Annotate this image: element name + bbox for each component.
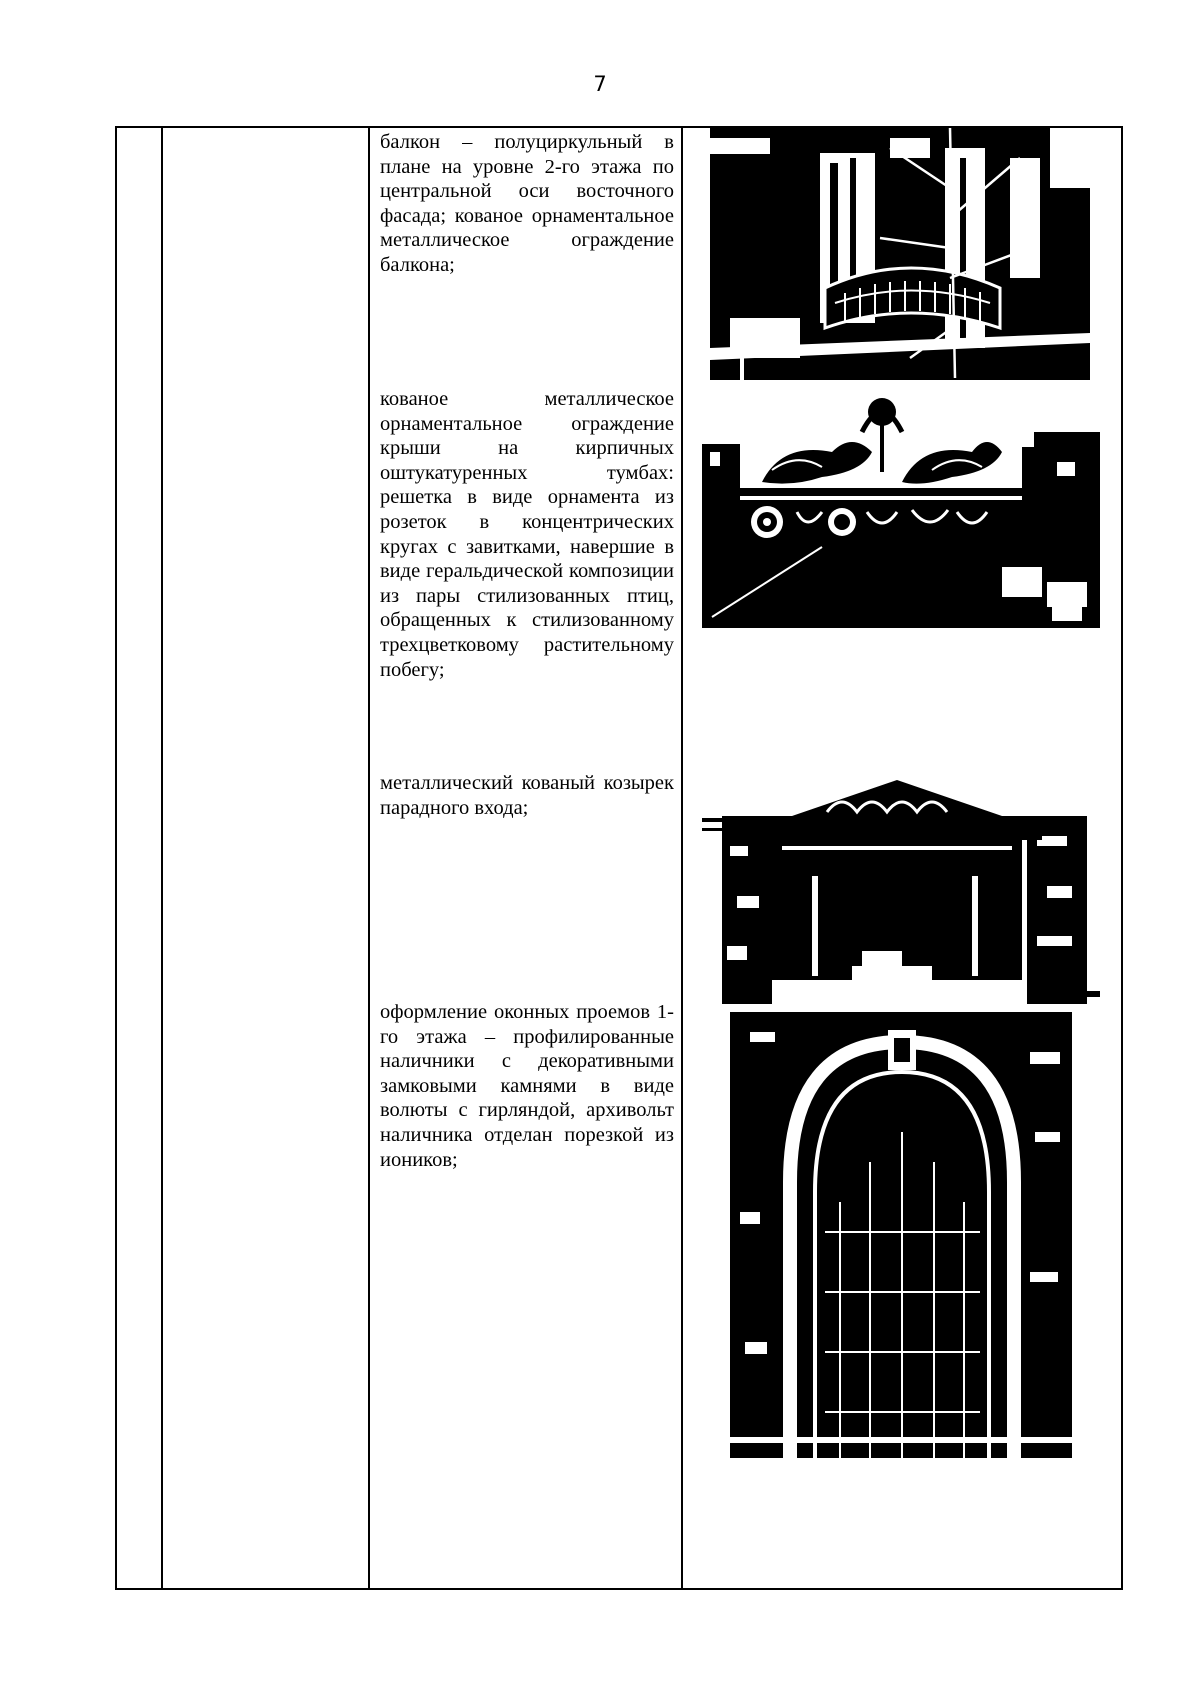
roof-railing-photo: [702, 392, 1100, 628]
entry-entrance-canopy-text: металлический кованый козырек парадного входа;: [380, 772, 674, 819]
balcony-photo: [710, 128, 1090, 380]
entry-roof-railing-text: кованое металлическое орнаментальное ограждение крыши на кирпичных оштукатуренных тумбах: решетка в виде орнамента из розеток в концентрических кругах с завитками, навершие в виде геральдической композиции из пары стилизованных птиц, обращенных к стилизованному трехцветковому растительному побегу;: [380, 388, 674, 681]
entrance-canopy-photo: [702, 776, 1100, 1004]
entry-window-surround-text: оформление оконных проемов 1-го этажа – профилированные наличники с декоративными замковыми камнями в виде волюты с гирляндой, архивольт наличника отделан порезкой из иоников;: [380, 1001, 674, 1171]
window-surround-photo: [730, 1012, 1072, 1458]
page-number: 7: [593, 72, 607, 96]
entry-balcony-text: балкон – полуциркульный в плане на уровне 2-го этажа по центральной оси восточного фасада; кованое орнаментальное металлическое ограждение балкона;: [380, 131, 674, 276]
